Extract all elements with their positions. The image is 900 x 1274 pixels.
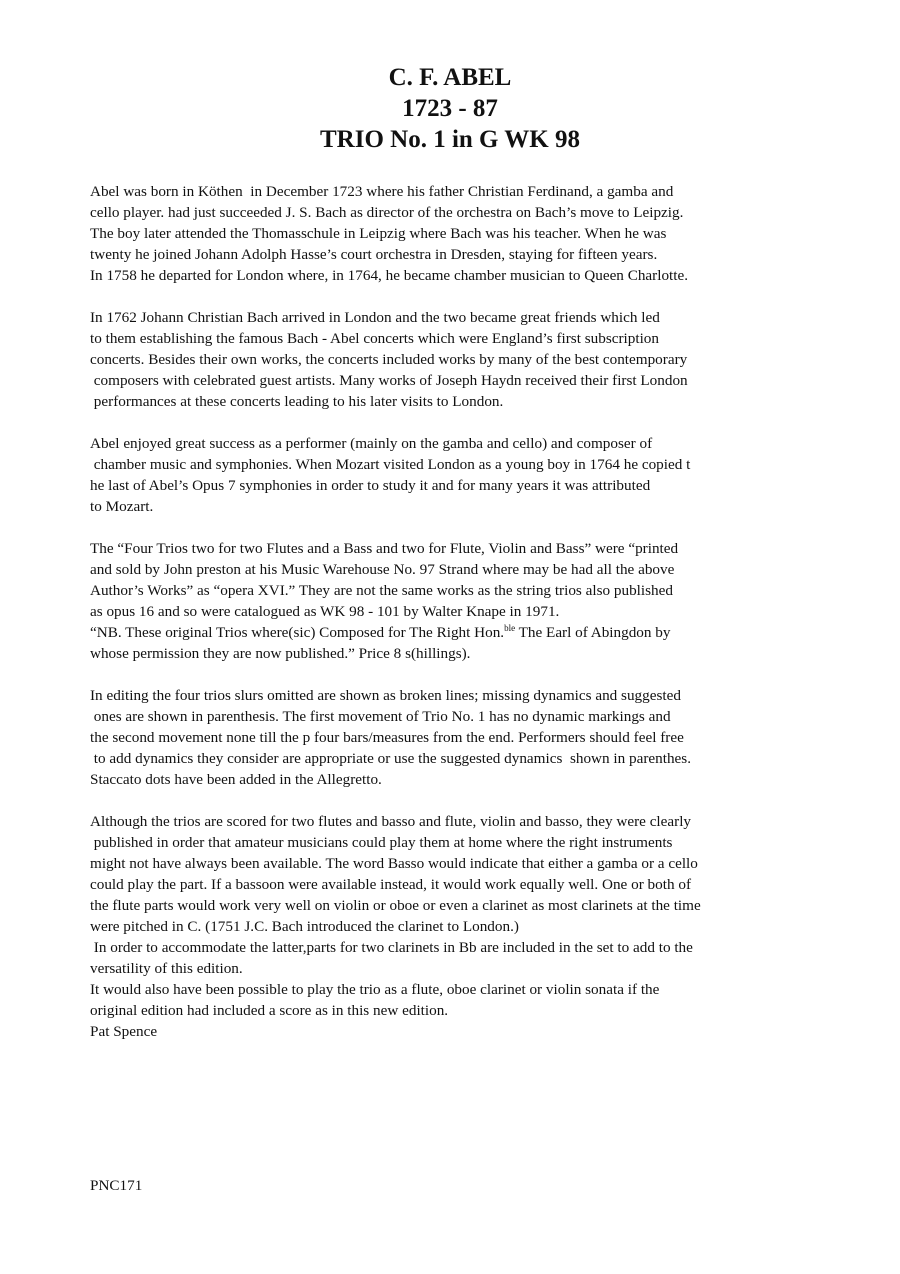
- text-line: to Mozart.: [90, 498, 154, 515]
- text-line: In 1762 Johann Christian Bach arrived in London and the two became great friends which led: [90, 309, 660, 326]
- text-line: he last of Abel’s Opus 7 symphonies in order to study it and for many years it was attributed: [90, 477, 651, 494]
- nb-superscript: ble: [504, 622, 516, 633]
- text-line: whose permission they are now published.” Price 8 s(hillings).: [90, 645, 471, 662]
- nb-text-after: The Earl of Abingdon by: [515, 624, 671, 641]
- paragraph-biography: [90, 181, 830, 286]
- text-line: concerts. Besides their own works, the concerts included works by many of the best contemporary: [90, 351, 688, 368]
- paragraph-four-trios: [90, 538, 830, 664]
- text-line: to them establishing the famous Bach - Abel concerts which were England’s first subscription: [90, 330, 659, 347]
- text-line: published in order that amateur musicians could play them at home where the right instruments: [90, 834, 673, 851]
- nb-text-before: “NB. These original Trios where(sic) Composed for The Right Hon.: [90, 624, 505, 641]
- text-line: original edition had included a score as in this new edition.: [90, 1002, 449, 1019]
- text-line: were pitched in C. (1751 J.C. Bach introduced the clarinet to London.): [90, 918, 519, 935]
- composer-name: C. F. ABEL: [388, 64, 512, 91]
- text-line: Staccato dots have been added in the Allegretto.: [90, 771, 382, 788]
- text-line: ones are shown in parenthesis. The first movement of Trio No. 1 has no dynamic markings and: [90, 708, 671, 725]
- paragraph-instrumentation: [90, 811, 830, 1042]
- text-line: Although the trios are scored for two flutes and basso and flute, violin and basso, they were clearly: [90, 813, 692, 830]
- paragraph-editing-notes: [90, 685, 830, 790]
- text-line: might not have always been available. The word Basso would indicate that either a gamba or a cello: [90, 855, 698, 872]
- text-line: It would also have been possible to play the trio as a flute, oboe clarinet or violin sonata if the: [90, 981, 660, 998]
- text-line: the flute parts would work very well on violin or oboe or even a clarinet as most clarinets at the time: [90, 897, 701, 914]
- text-line: to add dynamics they consider are appropriate or use the suggested dynamics shown in parenthes.: [90, 750, 692, 767]
- nb-line: [90, 622, 830, 643]
- author-signature: Pat Spence: [90, 1023, 158, 1040]
- text-line: performances at these concerts leading to his later visits to London.: [90, 393, 504, 410]
- text-line: Author’s Works” as “opera XVI.” They are not the same works as the string trios also published: [90, 582, 673, 599]
- text-line: chamber music and symphonies. When Mozart visited London as a young boy in 1764 he copied t: [90, 456, 691, 473]
- text-line: twenty he joined Johann Adolph Hasse’s court orchestra in Dresden, staying for fifteen years.: [90, 246, 658, 263]
- paragraph-bach-abel-concerts: [90, 307, 830, 412]
- title-block: [0, 62, 900, 155]
- text-line: composers with celebrated guest artists. Many works of Joseph Haydn received their first London: [90, 372, 688, 389]
- text-line: as opus 16 and so were catalogued as WK 98 - 101 by Walter Knape in 1971.: [90, 603, 560, 620]
- text-line: In order to accommodate the latter,parts for two clarinets in Bb are included in the set to add to the: [90, 939, 693, 956]
- text-line: the second movement none till the p four bars/measures from the end. Performers should feel free: [90, 729, 684, 746]
- body-text: [90, 181, 830, 1063]
- text-line: and sold by John preston at his Music Warehouse No. 97 Strand where may be had all the above: [90, 561, 675, 578]
- paragraph-performer-composer: [90, 433, 830, 517]
- text-line: In 1758 he departed for London where, in 1764, he became chamber musician to Queen Charlotte.: [90, 267, 689, 284]
- catalog-code: PNC171: [90, 1177, 143, 1194]
- text-line: versatility of this edition.: [90, 960, 243, 977]
- text-line: In editing the four trios slurs omitted are shown as broken lines; missing dynamics and suggested: [90, 687, 681, 704]
- text-line: The boy later attended the Thomasschule in Leipzig where Bach was his teacher. When he was: [90, 225, 667, 242]
- text-line: The “Four Trios two for two Flutes and a Bass and two for Flute, Violin and Bass” were “printed: [90, 540, 679, 557]
- work-title: TRIO No. 1 in G WK 98: [320, 126, 580, 153]
- text-line: Abel enjoyed great success as a performer (mainly on the gamba and cello) and composer of: [90, 435, 653, 452]
- composer-dates: 1723 - 87: [402, 95, 498, 122]
- text-line: Abel was born in Köthen in December 1723 where his father Christian Ferdinand, a gamba and: [90, 183, 674, 200]
- text-line: could play the part. If a bassoon were available instead, it would work equally well. One or both of: [90, 876, 691, 893]
- text-line: cello player. had just succeeded J. S. Bach as director of the orchestra on Bach’s move to Leipzig.: [90, 204, 684, 221]
